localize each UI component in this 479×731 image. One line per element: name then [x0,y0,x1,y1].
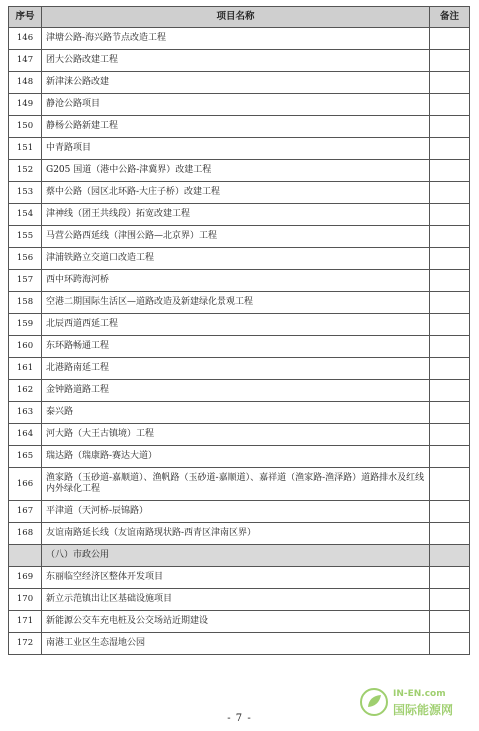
table-row [9,336,470,358]
cell-note [430,50,470,72]
cell-no [9,545,42,567]
cell-note [430,567,470,589]
table-row [9,248,470,270]
cell-no: 164 [9,424,42,446]
cell-no: 147 [9,50,42,72]
table-row [9,589,470,611]
cell-name: 金钟路道路工程 [42,380,430,402]
cell-name: 新津涞公路改建 [42,72,430,94]
watermark-logo [359,687,469,721]
cell-no: 165 [9,446,42,468]
table-body [9,28,470,655]
cell-no: 169 [9,567,42,589]
cell-name: 马营公路西延线（津围公路—北京界）工程 [42,226,430,248]
cell-note [430,611,470,633]
cell-name: G205 国道（港中公路-津冀界）改建工程 [42,160,430,182]
section-row [9,545,470,567]
cell-no: 150 [9,116,42,138]
table-row [9,501,470,523]
cell-note [430,204,470,226]
cell-name: 空港二期国际生活区—道路改造及新建绿化景观工程 [42,292,430,314]
cell-name: 瑞达路（瑞康路-赛达大道） [42,446,430,468]
cell-name: 新能源公交车充电桩及公交场站近期建设 [42,611,430,633]
cell-note [430,116,470,138]
cell-name: 平津道（天河桥-辰锦路） [42,501,430,523]
cell-name: 南港工业区生态湿地公园 [42,633,430,655]
cell-note [430,633,470,655]
table-row [9,204,470,226]
cell-note [430,292,470,314]
cell-note [430,94,470,116]
table-row [9,182,470,204]
cell-no: 166 [9,468,42,501]
header-name: 项目名称 [42,7,430,28]
cell-no: 156 [9,248,42,270]
table-row [9,160,470,182]
cell-note [430,138,470,160]
cell-no: 171 [9,611,42,633]
cell-name: 东丽临空经济区整体开发项目 [42,567,430,589]
cell-no: 155 [9,226,42,248]
table-row [9,270,470,292]
cell-note [430,468,470,501]
watermark-line2: 国际能源网 [393,703,454,717]
table-row [9,468,470,501]
cell-note [430,501,470,523]
cell-name: 静沧公路项目 [42,94,430,116]
cell-name: 团大公路改建工程 [42,50,430,72]
cell-no: 168 [9,523,42,545]
table-row [9,446,470,468]
cell-no: 151 [9,138,42,160]
watermark-line1: IN-EN.com [393,689,446,699]
cell-name: 河大路（大王古镇境）工程 [42,424,430,446]
table-row [9,611,470,633]
cell-no: 161 [9,358,42,380]
cell-no: 159 [9,314,42,336]
cell-note [430,248,470,270]
table-row [9,292,470,314]
cell-note [430,28,470,50]
cell-name: 西中环跨海河桥 [42,270,430,292]
cell-note [430,589,470,611]
cell-note [430,72,470,94]
project-table [8,6,470,655]
table-row [9,380,470,402]
cell-no: 172 [9,633,42,655]
cell-name: 中青路项目 [42,138,430,160]
table-row [9,226,470,248]
header-note: 备注 [430,7,470,28]
cell-name: 津神线（团王共线段）拓宽改建工程 [42,204,430,226]
table-row [9,94,470,116]
table-row [9,50,470,72]
table-row [9,116,470,138]
cell-name: 新立示范镇出让区基础设施项目 [42,589,430,611]
cell-note [430,270,470,292]
cell-name: 北港路南延工程 [42,358,430,380]
cell-note [430,358,470,380]
cell-no: 146 [9,28,42,50]
cell-note [430,226,470,248]
page-number: - 7 - [227,713,252,724]
cell-no: 154 [9,204,42,226]
cell-note [430,336,470,358]
table-row [9,72,470,94]
table-row [9,567,470,589]
cell-name: 渔家路（玉砂道-嘉顺道）、渔帆路（玉砂道-嘉顺道）、嘉祥道（渔家路-渔泽路）道路排水及红线内外绿化工程 [42,468,430,501]
cell-no: 170 [9,589,42,611]
cell-name: 东环路畅通工程 [42,336,430,358]
cell-no: 148 [9,72,42,94]
cell-note [430,380,470,402]
cell-note [430,424,470,446]
cell-note [430,545,470,567]
cell-no: 158 [9,292,42,314]
cell-note [430,182,470,204]
table-header-row [9,7,470,28]
table-row [9,424,470,446]
cell-name: 津塘公路-海兴路节点改造工程 [42,28,430,50]
cell-note [430,314,470,336]
cell-no: 153 [9,182,42,204]
cell-no: 152 [9,160,42,182]
section-title: （八）市政公用 [42,545,430,567]
cell-name: 友谊南路延长线（友谊南路现状路-西青区津南区界） [42,523,430,545]
cell-name: 津浦铁路立交道口改造工程 [42,248,430,270]
table-row [9,28,470,50]
cell-no: 157 [9,270,42,292]
header-no: 序号 [9,7,42,28]
cell-name: 蔡中公路（园区北环路-大庄子桥）改建工程 [42,182,430,204]
table-row [9,633,470,655]
cell-no: 149 [9,94,42,116]
cell-no: 163 [9,402,42,424]
leaf-logo-icon [359,687,389,717]
cell-note [430,402,470,424]
cell-note [430,446,470,468]
cell-note [430,523,470,545]
cell-name: 北辰西道西延工程 [42,314,430,336]
cell-no: 167 [9,501,42,523]
cell-no: 160 [9,336,42,358]
cell-name: 泰兴路 [42,402,430,424]
table-row [9,402,470,424]
cell-no: 162 [9,380,42,402]
cell-name: 静杨公路新建工程 [42,116,430,138]
table-row [9,523,470,545]
table-row [9,358,470,380]
table-row [9,138,470,160]
table-row [9,314,470,336]
cell-note [430,160,470,182]
